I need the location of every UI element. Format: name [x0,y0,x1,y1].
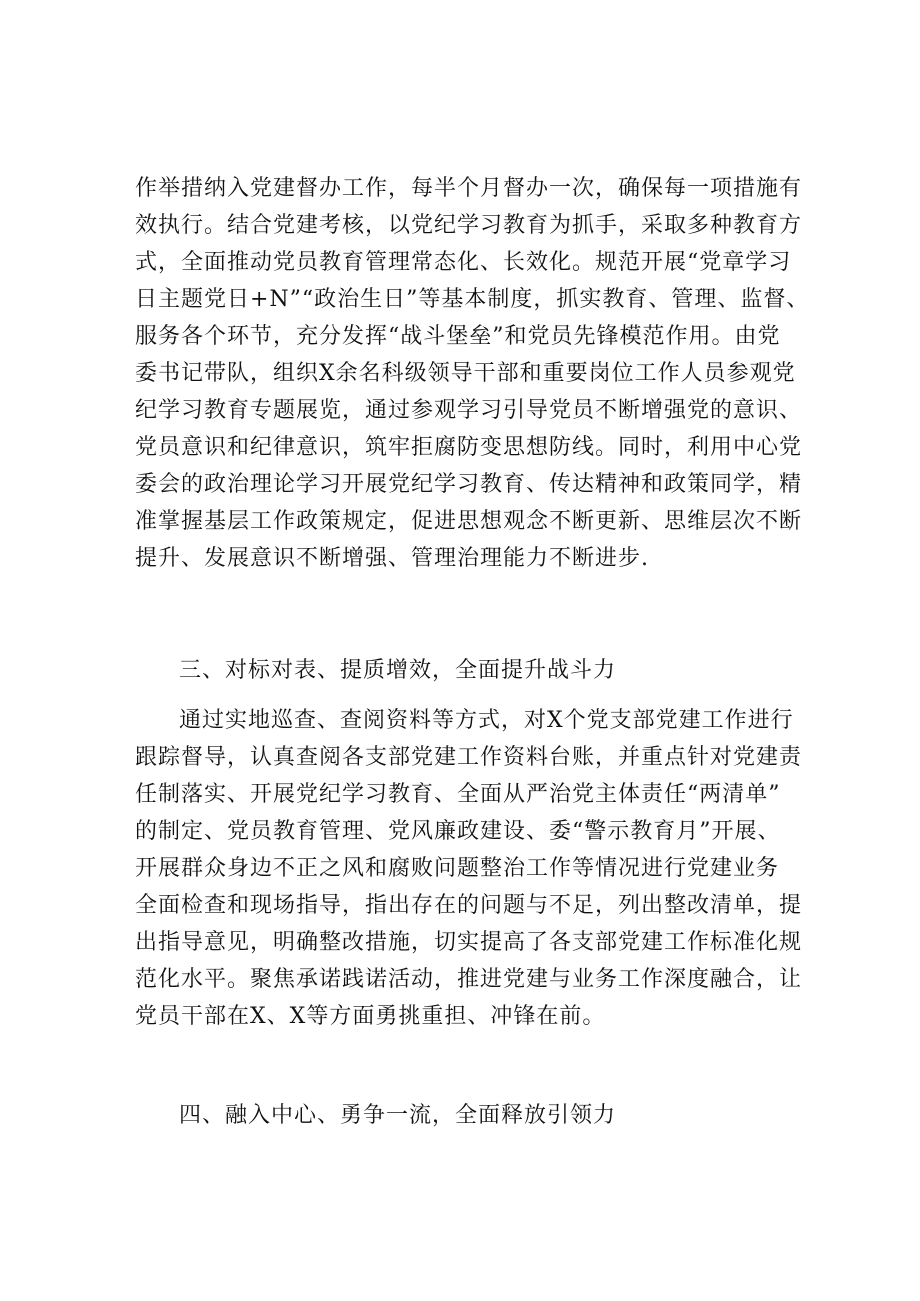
paragraph-line: 党员意识和纪律意识，筑牢拒腐防变思想防线。同时，利用中心党 [135,435,803,460]
paragraph-line: 效执行。结合党建考核，以党纪学习教育为抓手，采取多种教育方 [135,213,803,238]
paragraph-line: 全面检查和现场指导，指出存在的问题与不足，列出整改清单，提 [135,893,803,918]
paragraph-line: 式，全面推动党员教育管理常态化、长效化。规范开展“党章学习 [135,250,792,275]
section-heading-text: 四、融入中心、勇争一流，全面释放引领力 [179,1103,617,1128]
paragraph-line: 范化水平。聚焦承诺践诺活动，推进党建与业务工作深度融合，让 [135,967,803,992]
paragraph-line: 提升、发展意识不断增强、管理治理能力不断进步. [135,546,649,571]
paragraph-line: 日主题党日+N”“政治生日”等基本制度，抓实教育、管理、监督、 [135,287,810,312]
paragraph-line: 准掌握基层工作政策规定，促进思想观念不断更新、思维层次不断 [135,509,803,534]
paragraph-line: 党员干部在X、X等方面勇挑重担、冲锋在前。 [135,1004,606,1029]
body-paragraph [135,702,815,1035]
paragraph-line: 作举措纳入党建督办工作，每半个月督办一次，确保每一项措施有 [135,176,803,201]
paragraph-line: 跟踪督导，认真查阅各支部党建工作资料台账，并重点针对党建责 [135,745,803,770]
paragraph-line: 服务各个环节，充分发挥“战斗堡垒”和党员先锋模范作用。由党 [135,324,781,349]
paragraph-line: 出指导意见，明确整改措施，切实提高了各支部党建工作标准化规 [135,930,803,955]
body-paragraph [135,170,815,577]
paragraph-line: 纪学习教育专题展览，通过参观学习引导党员不断增强党的意识、 [135,398,803,423]
paragraph-line: 任制落实、开展党纪学习教育、全面从严治党主体责任“两清单” [135,782,781,807]
paragraph-line: 委书记带队，组织X余名科级领导干部和重要岗位工作人员参观党 [135,361,796,386]
section-heading-text: 三、对标对表、提质增效，全面提升战斗力 [179,658,617,683]
paragraph-line: 开展群众身边不正之风和腐败问题整治工作等情况进行党建业务 [135,856,780,881]
paragraph-line: 通过实地巡查、查阅资料等方式，对X个党支部党建工作进行 [179,708,794,733]
paragraph-line: 的制定、党员教育管理、党风廉政建设、委“警示教育月”开展、 [135,819,781,844]
section-heading-3 [135,652,815,689]
paragraph-line: 委会的政治理论学习开展党纪学习教育、传达精神和政策同学，精 [135,472,803,497]
section-heading-4 [135,1097,815,1134]
